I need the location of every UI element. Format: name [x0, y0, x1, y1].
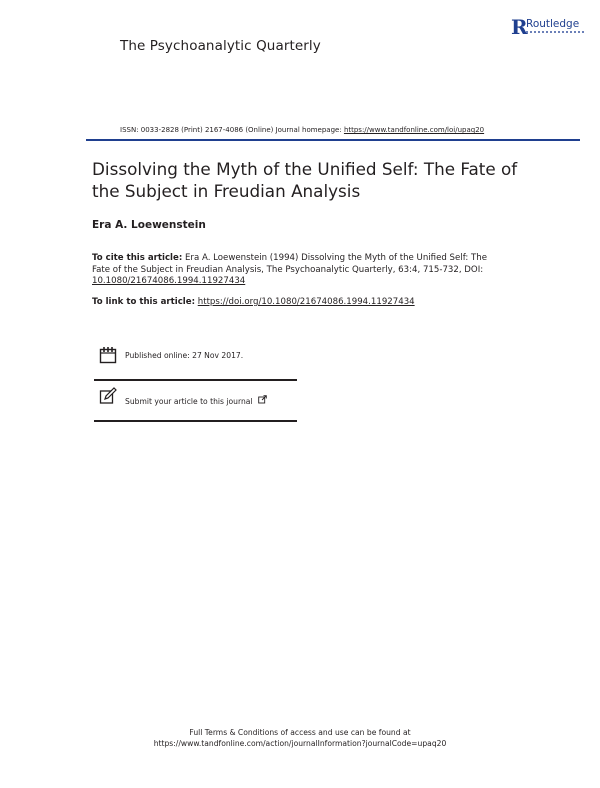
article-author: Era A. Loewenstein	[92, 219, 206, 231]
published-online-text: Published online: 27 Nov 2017.	[125, 351, 244, 360]
citation-doi-link[interactable]: 10.1080/21674086.1994.11927434	[92, 276, 246, 287]
article-title: Dissolving the Myth of the Unified Self: The Fate of the Subject in Freudian Analysis	[92, 159, 518, 201]
edit-icon[interactable]	[99, 387, 117, 405]
row-divider	[94, 379, 297, 381]
issn-text: ISSN: 0033-2828 (Print) 2167-4086 (Online) Journal homepage:	[120, 126, 344, 134]
link-label: To link to this article:	[92, 297, 196, 307]
journal-homepage-link[interactable]: https://www.tandfonline.com/loi/upaq20	[343, 126, 485, 134]
article-link-line	[92, 297, 512, 307]
submit-article-text: Submit your article to this journal	[125, 397, 253, 406]
citation-text: Era A. Loewenstein (1994) Dissolving the Myth of the Unified Self: The Fate of the Subject in Freudian Analysis, The Psychoanalytic Quarterly, 63:4, 715-732, DOI:	[92, 253, 488, 275]
issn-line	[120, 126, 484, 134]
journal-title: The Psychoanalytic Quarterly	[120, 38, 321, 54]
footer-line-1: Full Terms & Conditions of access and use can be found at	[189, 728, 411, 737]
citation-label: To cite this article:	[92, 253, 183, 263]
footer-terms-link[interactable]: https://www.tandfonline.com/action/journalInformation?journalCode=upaq20	[153, 739, 447, 748]
publisher-name: Routledge	[526, 18, 580, 30]
publisher-tagline-mark	[526, 31, 584, 36]
row-divider	[94, 420, 297, 422]
article-doi-link[interactable]: https://doi.org/10.1080/21674086.1994.11927434	[197, 297, 415, 307]
calendar-icon	[99, 346, 117, 364]
footer-terms	[100, 727, 500, 749]
routledge-r-icon: R	[511, 15, 528, 39]
header-divider	[86, 139, 580, 141]
submit-article-link[interactable]	[125, 395, 267, 406]
external-link-icon	[258, 395, 267, 404]
citation-block	[92, 253, 492, 288]
routledge-logo	[511, 17, 586, 41]
